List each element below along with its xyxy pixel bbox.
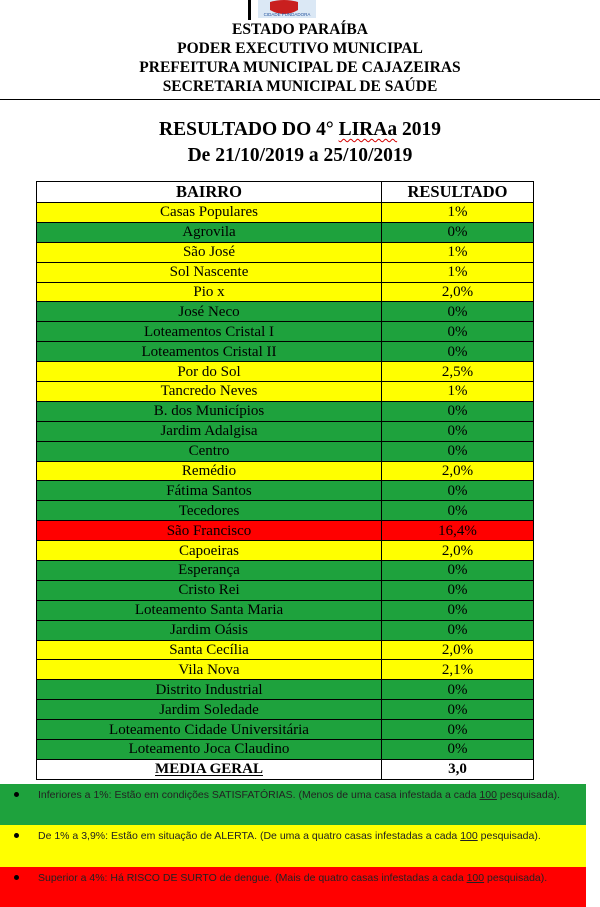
resultado-cell: 0% <box>382 561 534 581</box>
table-row <box>37 501 534 521</box>
table-row <box>37 262 534 282</box>
table-row <box>37 700 534 720</box>
header-prefecture: PREFEITURA MUNICIPAL DE CAJAZEIRAS <box>139 59 461 76</box>
table-row <box>37 680 534 700</box>
bairro-cell: Jardim Soledade <box>37 700 382 720</box>
media-geral-row <box>37 759 534 779</box>
header-divider <box>0 99 600 100</box>
resultado-cell: 0% <box>382 481 534 501</box>
resultado-cell: 0% <box>382 401 534 421</box>
legend-bullet-icon <box>14 833 19 838</box>
table-row <box>37 441 534 461</box>
table-row <box>37 481 534 501</box>
legend-bullet-icon <box>14 875 19 880</box>
resultado-cell: 1% <box>382 382 534 402</box>
table-row <box>37 302 534 322</box>
resultado-cell: 2,5% <box>382 362 534 382</box>
report-date-range: De 21/10/2019 a 25/10/2019 <box>187 145 413 166</box>
resultado-cell: 1% <box>382 242 534 262</box>
report-title-block <box>0 117 600 169</box>
table-row <box>37 342 534 362</box>
media-geral-value: 3,0 <box>382 759 534 779</box>
bairro-cell: São Francisco <box>37 521 382 541</box>
legend-satisfactory: Inferiores a 1%: Estão em condições SATISFATÓRIAS. (Menos de uma casa infestada a cada 100 pesquisada). <box>0 784 586 825</box>
table-row <box>37 242 534 262</box>
resultado-cell: 2,0% <box>382 640 534 660</box>
bairro-cell: Loteamento Joca Claudino <box>37 740 382 760</box>
table-row <box>37 620 534 640</box>
resultado-cell: 0% <box>382 600 534 620</box>
document-header <box>0 20 600 96</box>
bairro-cell: Jardim Adalgisa <box>37 421 382 441</box>
crest-caption: CIDADE FUNDADORA <box>263 12 311 17</box>
bairro-cell: Loteamento Santa Maria <box>37 600 382 620</box>
bairro-cell: B. dos Municípios <box>37 401 382 421</box>
bairro-cell: Loteamento Cidade Universitária <box>37 720 382 740</box>
table-row <box>37 421 534 441</box>
bairro-cell: Cristo Rei <box>37 580 382 600</box>
bairro-cell: Centro <box>37 441 382 461</box>
resultado-cell: 0% <box>382 342 534 362</box>
resultado-cell: 0% <box>382 680 534 700</box>
header-secretariat: SECRETARIA MUNICIPAL DE SAÚDE <box>162 78 438 95</box>
report-title: RESULTADO DO 4° LIRAa 2019 <box>159 119 441 140</box>
bairro-cell: Santa Cecília <box>37 640 382 660</box>
table-row <box>37 362 534 382</box>
table-row <box>37 282 534 302</box>
results-table <box>36 181 534 780</box>
bairro-cell: São José <box>37 242 382 262</box>
bairro-cell: Tecedores <box>37 501 382 521</box>
resultado-cell: 0% <box>382 620 534 640</box>
resultado-cell: 0% <box>382 302 534 322</box>
table-row <box>37 382 534 402</box>
table-row <box>37 720 534 740</box>
table-row <box>37 561 534 581</box>
resultado-cell: 1% <box>382 262 534 282</box>
resultado-cell: 0% <box>382 322 534 342</box>
bairro-cell: Vila Nova <box>37 660 382 680</box>
bairro-cell: Casas Populares <box>37 203 382 223</box>
table-row <box>37 640 534 660</box>
legend-risk: Superior a 4%: Há RISCO DE SURTO de dengue. (Mais de quatro casas infestadas a cada 100 pesquisada). <box>0 867 586 907</box>
resultado-cell: 0% <box>382 580 534 600</box>
table-row <box>37 541 534 561</box>
resultado-cell: 0% <box>382 700 534 720</box>
bairro-cell: Jardim Oásis <box>37 620 382 640</box>
table-row <box>37 600 534 620</box>
resultado-cell: 0% <box>382 740 534 760</box>
bairro-cell: Pio x <box>37 282 382 302</box>
bairro-cell: Loteamentos Cristal I <box>37 322 382 342</box>
municipal-crest-logo <box>248 0 320 20</box>
bairro-cell: Tancredo Neves <box>37 382 382 402</box>
resultado-cell: 2,0% <box>382 461 534 481</box>
resultado-cell: 16,4% <box>382 521 534 541</box>
table-row <box>37 203 534 223</box>
table-row <box>37 740 534 760</box>
legend-bullet-icon <box>14 792 19 797</box>
header-executive: PODER EXECUTIVO MUNICIPAL <box>177 40 423 57</box>
column-header-bairro: BAIRRO <box>37 182 382 203</box>
table-row <box>37 322 534 342</box>
bairro-cell: Remédio <box>37 461 382 481</box>
bairro-cell: Por do Sol <box>37 362 382 382</box>
bairro-cell: Loteamentos Cristal II <box>37 342 382 362</box>
header-state: ESTADO PARAÍBA <box>232 21 368 38</box>
media-geral-label: MEDIA GERAL <box>37 759 382 779</box>
bairro-cell: Fátima Santos <box>37 481 382 501</box>
bairro-cell: Esperança <box>37 561 382 581</box>
legend-alert: De 1% a 3,9%: Estão em situação de ALERTA. (De uma a quatro casas infestadas a cada 100 pesquisada). <box>0 825 586 867</box>
bairro-cell: Sol Nascente <box>37 262 382 282</box>
table-row <box>37 461 534 481</box>
resultado-cell: 0% <box>382 720 534 740</box>
bairro-cell: José Neco <box>37 302 382 322</box>
table-row <box>37 660 534 680</box>
resultado-cell: 2,0% <box>382 282 534 302</box>
resultado-cell: 1% <box>382 203 534 223</box>
resultado-cell: 0% <box>382 222 534 242</box>
table-row <box>37 222 534 242</box>
table-row <box>37 580 534 600</box>
table-row <box>37 521 534 541</box>
bairro-cell: Distrito Industrial <box>37 680 382 700</box>
table-body <box>37 203 534 760</box>
resultado-cell: 2,0% <box>382 541 534 561</box>
bairro-cell: Agrovila <box>37 222 382 242</box>
bairro-cell: Capoeiras <box>37 541 382 561</box>
table-row <box>37 401 534 421</box>
resultado-cell: 0% <box>382 501 534 521</box>
table-header-row <box>37 182 534 203</box>
lira-term: LIRAa <box>338 119 398 140</box>
resultado-cell: 2,1% <box>382 660 534 680</box>
resultado-cell: 0% <box>382 441 534 461</box>
column-header-resultado: RESULTADO <box>382 182 534 203</box>
resultado-cell: 0% <box>382 421 534 441</box>
